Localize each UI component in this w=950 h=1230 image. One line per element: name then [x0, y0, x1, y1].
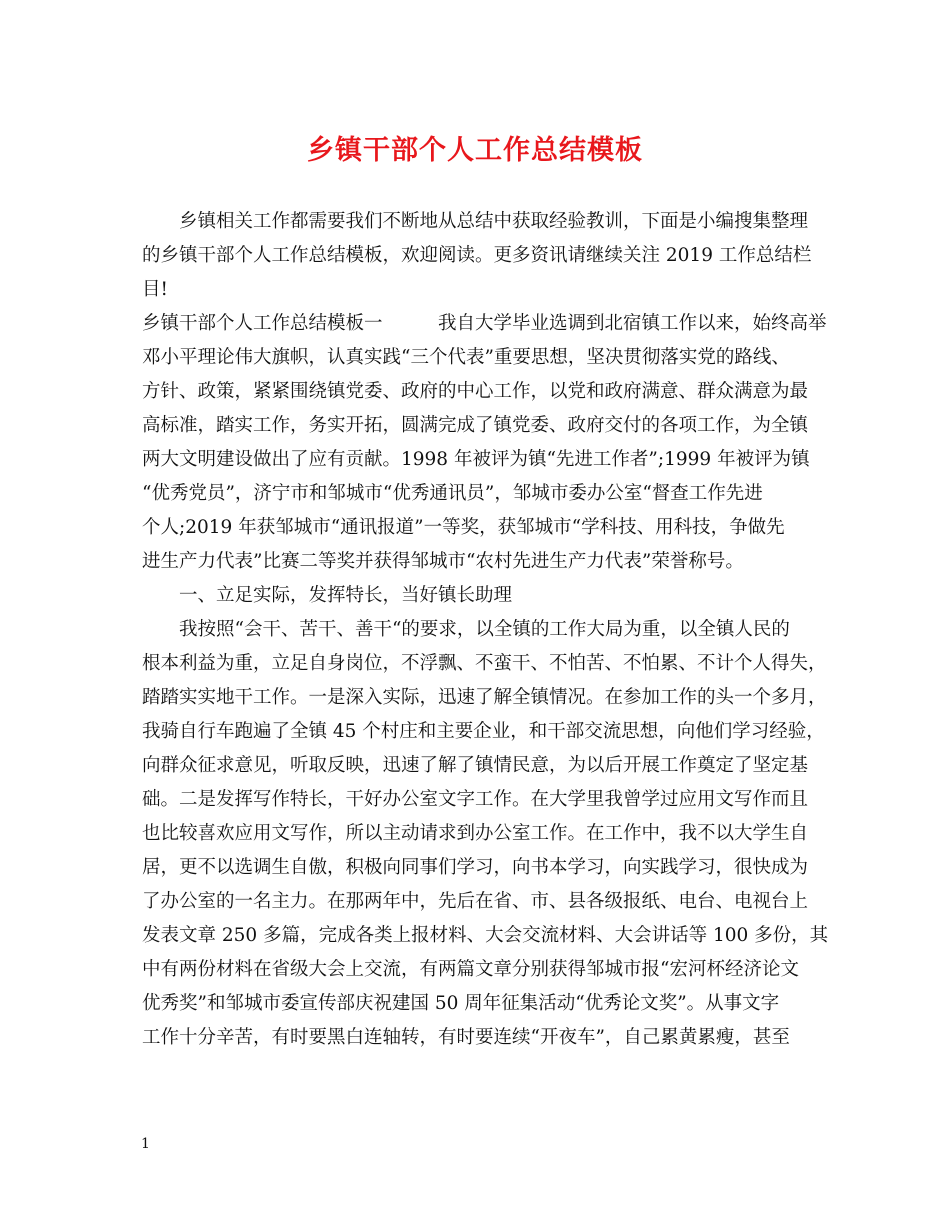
document-body: [142, 205, 829, 1055]
paragraph-line: 向群众征求意见，听取反映，迅速了解了镇情民意，为以后开展工作奠定了坚定基: [142, 755, 809, 776]
paragraph-line: 发表文章 250 多篇，完成各类上报材料、大会交流材料、大会讲话等 100 多份，其: [142, 925, 829, 946]
paragraph-line: “优秀党员”，济宁市和邹城市“优秀通讯员”，邹城市委办公室“督查工作先进: [142, 483, 763, 504]
paragraph-line: 个人;2019 年获邹城市“通讯报道”一等奖，获邹城市“学科技、用科技，争做先: [142, 517, 785, 538]
paragraph-line: 我骑自行车跑遍了全镇 45 个村庄和主要企业，和干部交流思想，向他们学习经验，: [142, 721, 825, 742]
document-title: 乡镇干部个人工作总结模板: [307, 135, 643, 166]
paragraph-line: 乡镇相关工作都需要我们不断地从总结中获取经验教训，下面是小编搜集整理: [179, 211, 809, 232]
paragraph-line: 根本利益为重，立足自身岗位，不浮飘、不蛮干、不怕苦、不怕累、不计个人得失，: [142, 653, 827, 674]
paragraph-line: 了办公室的一名主力。在那两年中，先后在省、市、县各级报纸、电台、电视台上: [142, 891, 809, 912]
paragraph-line: 进生产力代表”比赛二等奖并获得邹城市“农村先进生产力代表”荣誉称号。: [142, 551, 744, 572]
paragraph-line: 中有两份材料在省级大会上交流，有两篇文章分别获得邹城市报“宏河杯经济论文: [142, 959, 799, 980]
paragraph-line: 目!: [142, 279, 168, 300]
paragraph-line: 邓小平理论伟大旗帜，认真实践“三个代表”重要思想，坚决贯彻落实党的路线、: [142, 347, 790, 368]
page-number: 1: [141, 1136, 150, 1152]
paragraph-line: 也比较喜欢应用文写作，所以主动请求到办公室工作。在工作中，我不以大学生自: [142, 823, 809, 844]
paragraph-line: 两大文明建设做出了应有贡献。1998 年被评为镇“先进工作者”;1999 年被评为镇: [142, 449, 810, 470]
paragraph-line: 乡镇干部个人工作总结模板一 我自大学毕业选调到北宿镇工作以来，始终高举: [142, 313, 827, 334]
paragraph-line: 础。二是发挥写作特长，干好办公室文字工作。在大学里我曾学过应用文写作而且: [142, 789, 809, 810]
paragraph-line: 方针、政策，紧紧围绕镇党委、政府的中心工作，以党和政府满意、群众满意为最: [142, 381, 809, 402]
paragraph-line: 优秀奖”和邹城市委宣传部庆祝建国 50 周年征集活动“优秀论文奖”。从事文字: [142, 993, 780, 1014]
paragraph-line: 踏踏实实地干工作。一是深入实际，迅速了解全镇情况。在参加工作的头一个多月，: [142, 687, 827, 708]
paragraph-line: 的乡镇干部个人工作总结模板，欢迎阅读。更多资讯请继续关注 2019 工作总结栏: [142, 245, 812, 266]
paragraph-line: 高标准，踏实工作，务实开拓，圆满完成了镇党委、政府交付的各项工作，为全镇: [142, 415, 809, 436]
paragraph-line: 我按照“会干、苦干、善干“的要求，以全镇的工作大局为重，以全镇人民的: [179, 619, 790, 640]
section-heading: 一、立足实际，发挥特长，当好镇长助理: [179, 585, 513, 606]
paragraph-line: 工作十分辛苦，有时要黑白连轴转，有时要连续“开夜车”，自己累黄累瘦，甚至: [142, 1027, 790, 1048]
paragraph-line: 居，更不以选调生自傲，积极向同事们学习，向书本学习，向实践学习，很快成为: [142, 857, 809, 878]
